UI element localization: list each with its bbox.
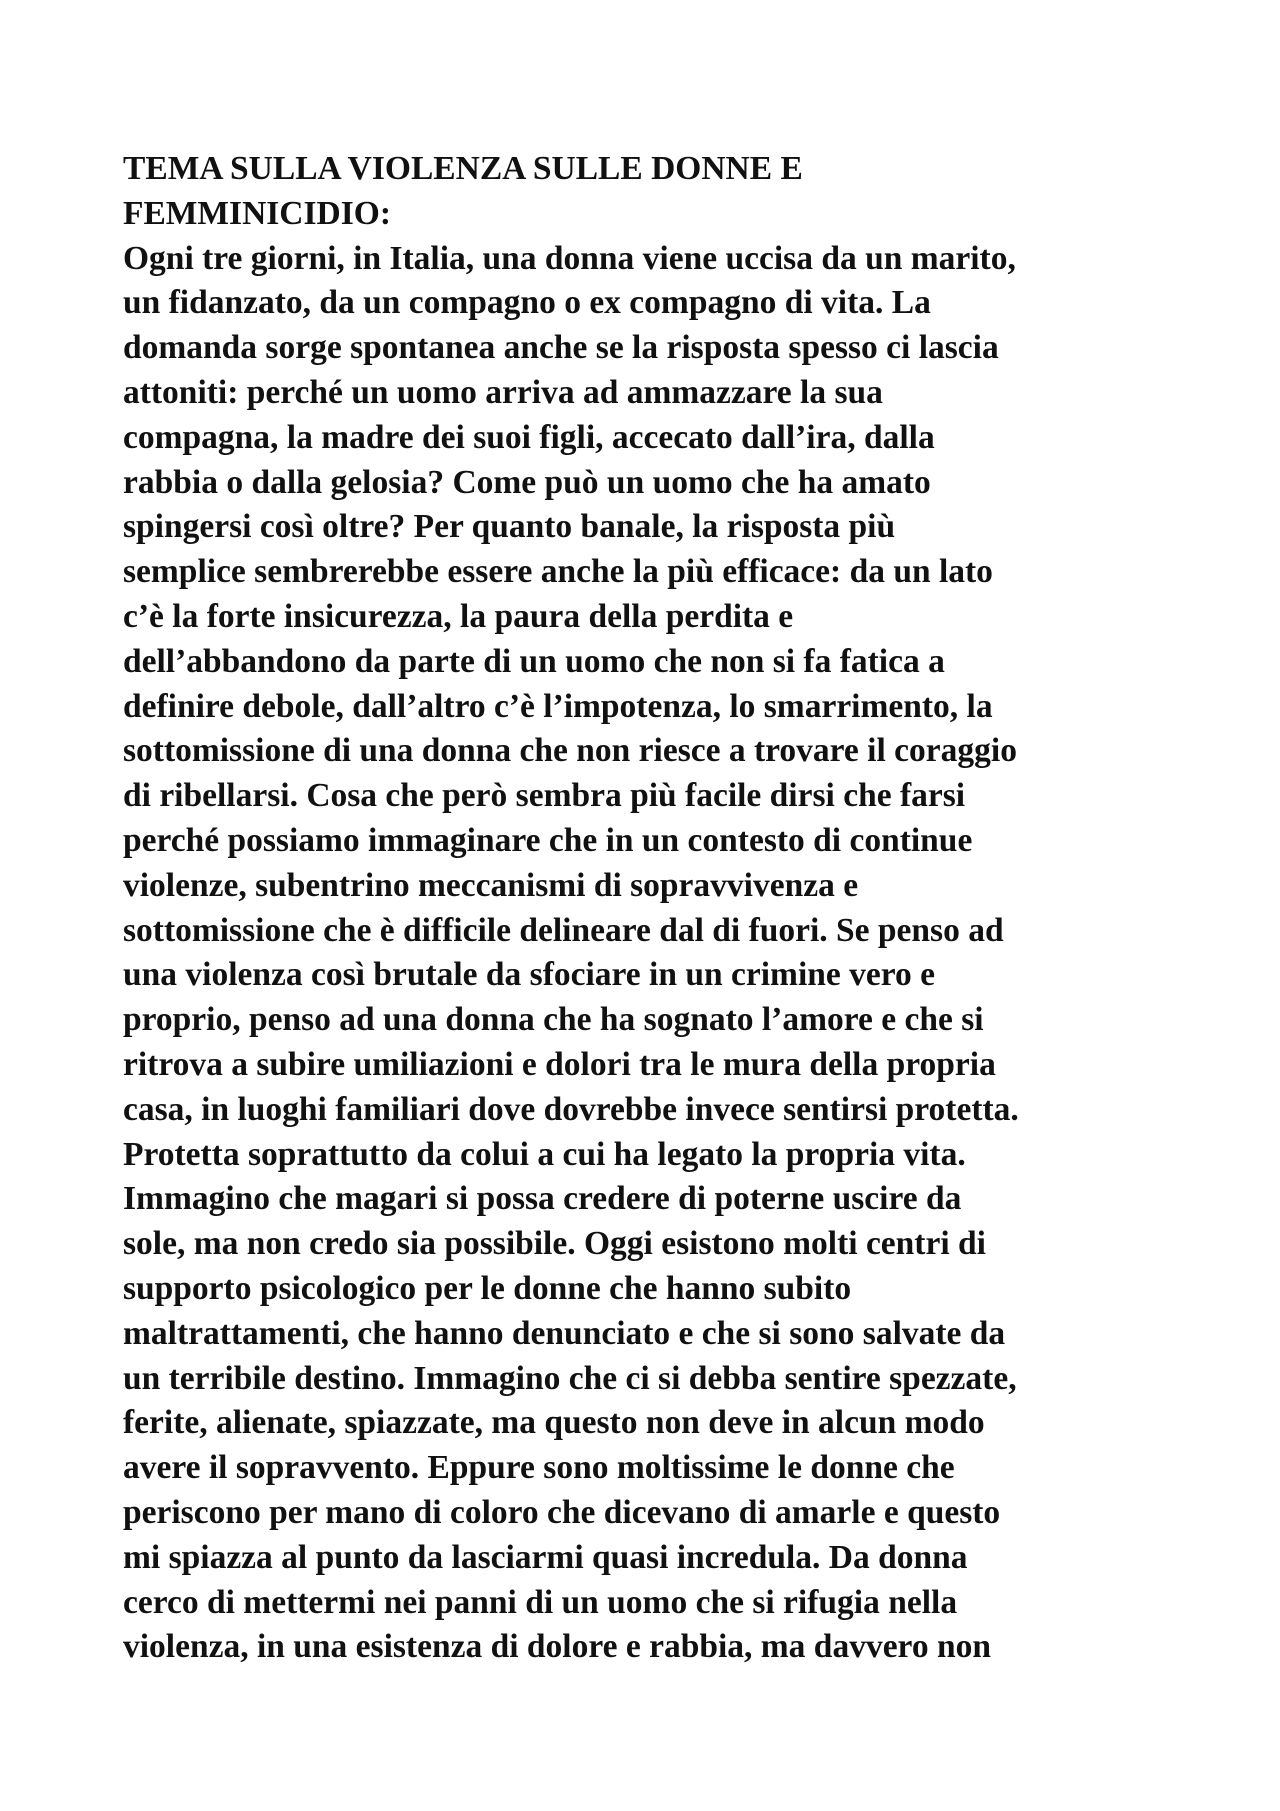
body-line: una violenza così brutale da sfociare in un crimine vero e [123,956,936,994]
document-title-line: FEMMINICIDIO: [123,194,391,232]
body-line: periscono per mano di coloro che dicevano di amarle e questo [123,1493,1001,1531]
body-line: compagna, la madre dei suoi figli, accecato dall’ira, dalla [123,418,935,456]
body-line: perché possiamo immaginare che in un contesto di continue [123,821,973,859]
body-line: attoniti: perché un uomo arriva ad ammazzare la sua [123,373,883,411]
document-title-line: TEMA SULLA VIOLENZA SULLE DONNE E [123,150,803,187]
body-line: c’è la forte insicurezza, la paura della perdita e [123,597,794,635]
body-line: semplice sembrerebbe essere anche la più efficace: da un lato [123,553,993,591]
body-line: dell’abbandono da parte di un uomo che non si fa fatica a [123,642,945,680]
document-text [123,147,1183,1670]
body-line: casa, in luoghi familiari dove dovrebbe invece sentirsi protetta. [123,1090,1019,1128]
body-line: mi spiazza al punto da lasciarmi quasi incredula. Da donna [123,1538,968,1576]
body-line: un terribile destino. Immagino che ci si debba sentire spezzate, [123,1359,1017,1397]
body-line: Protetta soprattutto da colui a cui ha legato la propria vita. [123,1135,966,1173]
body-line: Ogni tre giorni, in Italia, una donna viene uccisa da un marito, [123,239,1016,277]
body-line: rabbia o dalla gelosia? Come può un uomo che ha amato [123,463,931,501]
body-line: un fidanzato, da un compagno o ex compagno di vita. La [123,284,931,322]
body-line: spingersi così oltre? Per quanto banale, la risposta più [123,508,896,546]
body-line: ferite, alienate, spiazzate, ma questo non deve in alcun modo [123,1404,985,1442]
body-line: domanda sorge spontanea anche se la risposta spesso ci lascia [123,329,999,367]
body-line: violenze, subentrino meccanismi di sopravvivenza e [123,866,859,904]
body-line: ritrova a subire umiliazioni e dolori tra le mura della propria [123,1045,996,1083]
body-line: sottomissione di una donna che non riesce a trovare il coraggio [123,732,1017,770]
body-line: maltrattamenti, che hanno denunciato e che si sono salvate da [123,1314,1006,1352]
body-line: Immagino che magari si possa credere di poterne uscire da [123,1180,962,1218]
body-line: violenza, in una esistenza di dolore e rabbia, ma davvero non [123,1628,991,1666]
body-line: avere il sopravvento. Eppure sono moltissime le donne che [123,1449,955,1487]
body-line: supporto psicologico per le donne che hanno subito [123,1269,852,1307]
body-line: definire debole, dall’altro c’è l’impotenza, lo smarrimento, la [123,687,993,725]
body-line: sottomissione che è difficile delineare dal di fuori. Se penso ad [123,911,1004,949]
body-line: proprio, penso ad una donna che ha sognato l’amore e che si [123,1001,984,1039]
body-line: cerco di mettermi nei panni di un uomo che si rifugia nella [123,1583,958,1621]
body-line: sole, ma non credo sia possibile. Oggi esistono molti centri di [123,1225,986,1263]
body-line: di ribellarsi. Cosa che però sembra più facile dirsi che farsi [123,777,966,815]
